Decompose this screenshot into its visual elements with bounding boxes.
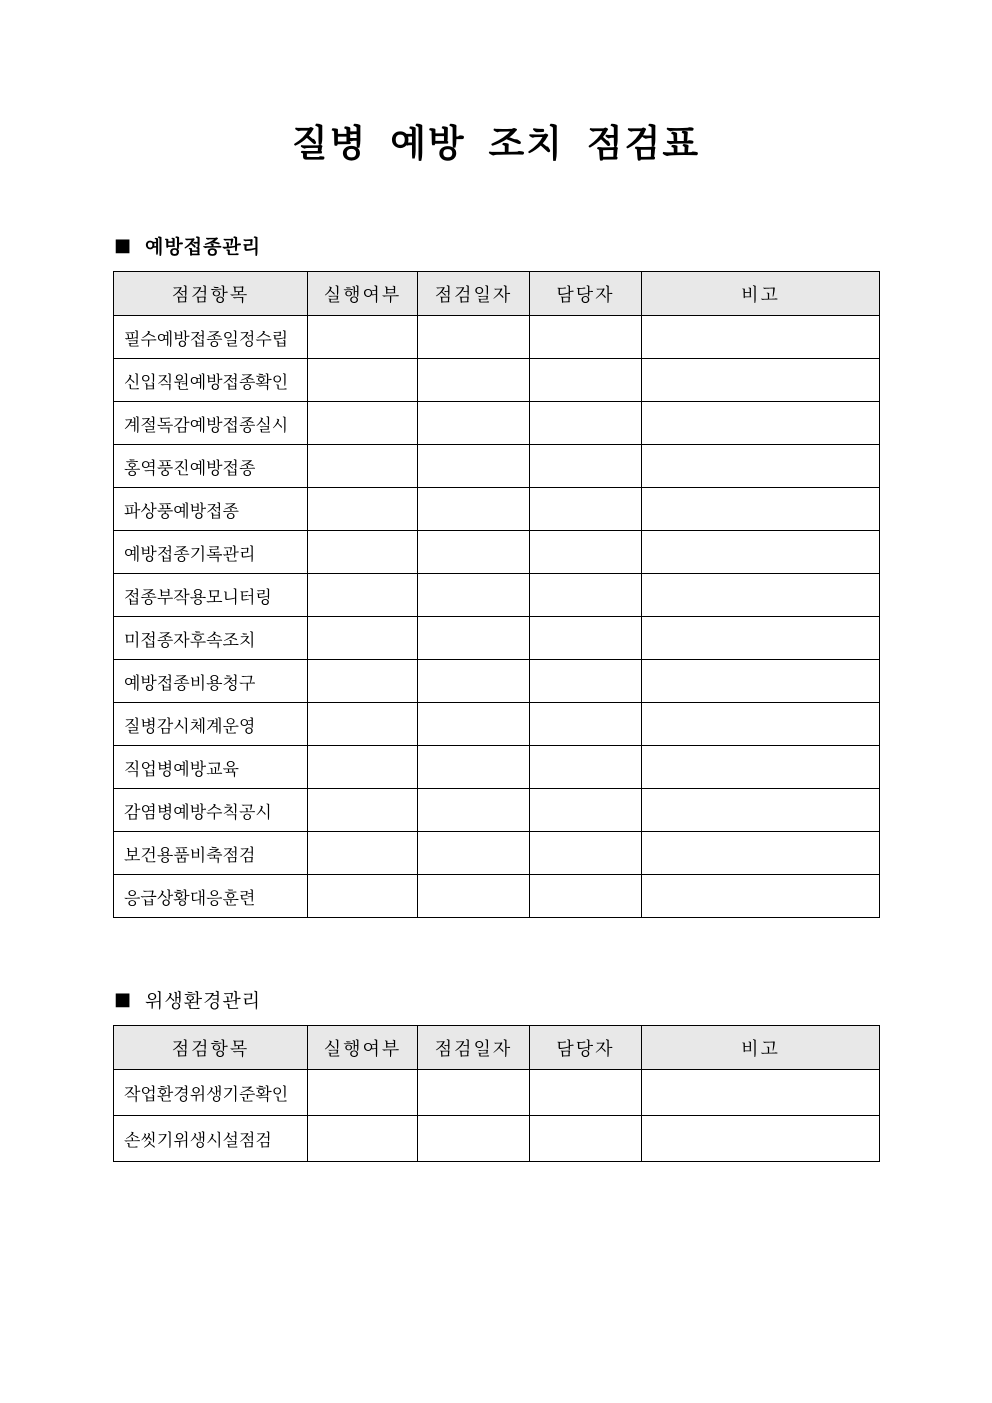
column-header-execution-status: 실행여부 — [308, 272, 418, 316]
item-cell: 보건용품비축점검 — [114, 832, 308, 875]
item-cell: 계절독감예방접종실시 — [114, 402, 308, 445]
remarks-cell — [642, 746, 880, 789]
manager-cell — [530, 1116, 642, 1162]
execution-status-cell — [308, 402, 418, 445]
manager-cell — [530, 488, 642, 531]
execution-status-cell — [308, 445, 418, 488]
table-header-row — [114, 1026, 880, 1070]
inspection-date-cell — [418, 746, 530, 789]
execution-status-cell — [308, 531, 418, 574]
page-title: 질병 예방 조치 점검표 — [291, 122, 701, 165]
manager-cell — [530, 832, 642, 875]
column-header-manager: 담당자 — [530, 1026, 642, 1070]
item-cell: 감염병예방수칙공시 — [114, 789, 308, 832]
table-row — [114, 402, 880, 445]
bullet-square-icon: ■ — [114, 988, 133, 1010]
hygiene-checklist-table — [113, 1025, 880, 1162]
column-header-manager: 담당자 — [530, 272, 642, 316]
inspection-date-cell — [418, 531, 530, 574]
inspection-date-cell — [418, 617, 530, 660]
section-heading-vaccination — [114, 232, 879, 259]
manager-cell — [530, 359, 642, 402]
remarks-cell — [642, 316, 880, 359]
execution-status-cell — [308, 875, 418, 918]
execution-status-cell — [308, 746, 418, 789]
section-heading-label: 위생환경관리 — [145, 990, 262, 1013]
column-header-inspection-date: 점검일자 — [418, 1026, 530, 1070]
remarks-cell — [642, 875, 880, 918]
remarks-cell — [642, 402, 880, 445]
section-hygiene-management — [113, 986, 879, 1162]
remarks-cell — [642, 617, 880, 660]
inspection-date-cell — [418, 402, 530, 445]
table-row — [114, 488, 880, 531]
manager-cell — [530, 875, 642, 918]
remarks-cell — [642, 1070, 880, 1116]
item-cell: 직업병예방교육 — [114, 746, 308, 789]
table-row — [114, 789, 880, 832]
execution-status-cell — [308, 316, 418, 359]
remarks-cell — [642, 488, 880, 531]
inspection-date-cell — [418, 703, 530, 746]
execution-status-cell — [308, 574, 418, 617]
item-cell: 질병감시체계운영 — [114, 703, 308, 746]
inspection-date-cell — [418, 488, 530, 531]
inspection-date-cell — [418, 574, 530, 617]
section-vaccination-management — [113, 232, 879, 918]
manager-cell — [530, 746, 642, 789]
manager-cell — [530, 660, 642, 703]
manager-cell — [530, 1070, 642, 1116]
remarks-cell — [642, 359, 880, 402]
manager-cell — [530, 703, 642, 746]
remarks-cell — [642, 1116, 880, 1162]
remarks-cell — [642, 789, 880, 832]
column-header-execution-status: 실행여부 — [308, 1026, 418, 1070]
inspection-date-cell — [418, 1116, 530, 1162]
remarks-cell — [642, 445, 880, 488]
manager-cell — [530, 574, 642, 617]
table-row — [114, 531, 880, 574]
item-cell: 손씻기위생시설점검 — [114, 1116, 308, 1162]
table-row — [114, 617, 880, 660]
item-cell: 신입직원예방접종확인 — [114, 359, 308, 402]
remarks-cell — [642, 660, 880, 703]
column-header-item: 점검항목 — [114, 1026, 308, 1070]
manager-cell — [530, 531, 642, 574]
inspection-date-cell — [418, 875, 530, 918]
item-cell: 미접종자후속조치 — [114, 617, 308, 660]
column-header-remarks: 비고 — [642, 1026, 880, 1070]
item-cell: 파상풍예방접종 — [114, 488, 308, 531]
remarks-cell — [642, 832, 880, 875]
remarks-cell — [642, 703, 880, 746]
manager-cell — [530, 445, 642, 488]
manager-cell — [530, 402, 642, 445]
table-row — [114, 359, 880, 402]
table-header-row — [114, 272, 880, 316]
inspection-date-cell — [418, 316, 530, 359]
table-row — [114, 1070, 880, 1116]
table-row — [114, 875, 880, 918]
inspection-date-cell — [418, 445, 530, 488]
inspection-date-cell — [418, 359, 530, 402]
item-cell: 예방접종비용청구 — [114, 660, 308, 703]
execution-status-cell — [308, 359, 418, 402]
execution-status-cell — [308, 703, 418, 746]
item-cell: 홍역풍진예방접종 — [114, 445, 308, 488]
execution-status-cell — [308, 832, 418, 875]
remarks-cell — [642, 531, 880, 574]
execution-status-cell — [308, 660, 418, 703]
inspection-date-cell — [418, 1070, 530, 1116]
inspection-date-cell — [418, 789, 530, 832]
bullet-square-icon: ■ — [114, 234, 133, 256]
section-heading-hygiene — [114, 986, 879, 1013]
execution-status-cell — [308, 789, 418, 832]
manager-cell — [530, 316, 642, 359]
table-row — [114, 316, 880, 359]
table-row — [114, 1116, 880, 1162]
section-heading-label: 예방접종관리 — [145, 236, 262, 259]
execution-status-cell — [308, 488, 418, 531]
item-cell: 작업환경위생기준확인 — [114, 1070, 308, 1116]
table-row — [114, 574, 880, 617]
execution-status-cell — [308, 617, 418, 660]
inspection-date-cell — [418, 832, 530, 875]
item-cell: 접종부작용모니터링 — [114, 574, 308, 617]
table-row — [114, 445, 880, 488]
execution-status-cell — [308, 1070, 418, 1116]
item-cell: 예방접종기록관리 — [114, 531, 308, 574]
vaccination-checklist-table — [113, 271, 880, 918]
column-header-item: 점검항목 — [114, 272, 308, 316]
column-header-remarks: 비고 — [642, 272, 880, 316]
execution-status-cell — [308, 1116, 418, 1162]
inspection-date-cell — [418, 660, 530, 703]
column-header-inspection-date: 점검일자 — [418, 272, 530, 316]
manager-cell — [530, 789, 642, 832]
table-row — [114, 746, 880, 789]
table-row — [114, 660, 880, 703]
table-row — [114, 832, 880, 875]
item-cell: 필수예방접종일정수립 — [114, 316, 308, 359]
manager-cell — [530, 617, 642, 660]
remarks-cell — [642, 574, 880, 617]
table-row — [114, 703, 880, 746]
item-cell: 응급상황대응훈련 — [114, 875, 308, 918]
